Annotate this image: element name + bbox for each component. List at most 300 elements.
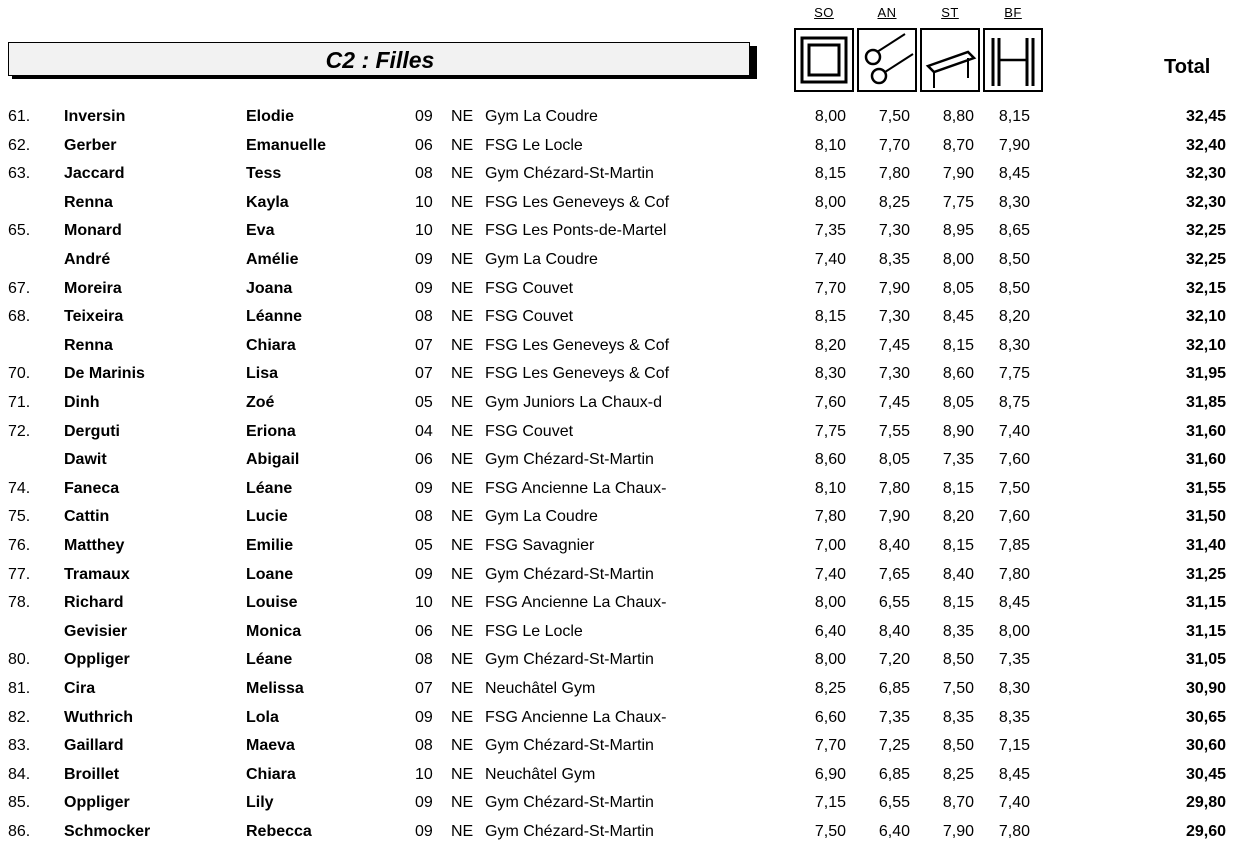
score-bf-cell: 7,80	[998, 823, 1030, 840]
rings-icon	[857, 28, 917, 92]
score-st-cell: 7,75	[942, 193, 974, 211]
score-st-cell: 7,90	[942, 823, 974, 840]
first-name-cell: Lucie	[246, 508, 288, 526]
year-cell: 07	[415, 365, 433, 383]
first-name-cell: Louise	[246, 594, 298, 612]
club-cell: Gym Chézard-St-Martin	[485, 737, 654, 755]
total-cell: 30,90	[1185, 680, 1226, 697]
club-cell: FSG Ancienne La Chaux-	[485, 594, 667, 612]
score-bf-cell: 7,35	[998, 651, 1030, 669]
score-st-cell: 8,00	[942, 251, 974, 268]
table-row	[0, 508, 1234, 532]
score-an-cell: 7,35	[878, 708, 910, 726]
score-so-cell: 8,15	[814, 308, 846, 326]
club-cell: FSG Les Ponts-de-Martel	[485, 222, 667, 240]
canton-cell: NE	[451, 451, 474, 469]
table-row	[0, 794, 1234, 818]
rank-cell: 86.	[8, 823, 31, 840]
first-name-cell: Amélie	[246, 251, 299, 268]
last-name-cell: Gerber	[64, 136, 117, 154]
table-row	[0, 709, 1234, 733]
score-bf-cell: 7,50	[998, 479, 1030, 497]
last-name-cell: Cattin	[64, 508, 110, 526]
score-bf-cell: 8,20	[998, 308, 1030, 326]
canton-cell: NE	[451, 508, 474, 526]
score-so-cell: 7,40	[814, 251, 846, 268]
category-title-box	[8, 42, 750, 76]
table-row	[0, 222, 1234, 246]
total-cell: 31,55	[1185, 479, 1226, 497]
first-name-cell: Léane	[246, 651, 293, 669]
score-bf-cell: 8,50	[998, 251, 1030, 268]
score-bf-cell: 8,50	[998, 279, 1030, 297]
score-st-cell: 7,90	[942, 165, 974, 183]
apparatus-label-bf: BF	[1004, 5, 1022, 20]
score-an-cell: 6,55	[878, 794, 910, 812]
last-name-cell: Jaccard	[64, 165, 125, 183]
club-cell: Gym La Coudre	[485, 251, 598, 268]
year-cell: 09	[415, 279, 433, 297]
first-name-cell: Chiara	[246, 765, 296, 783]
first-name-cell: Monica	[246, 622, 302, 640]
table-row	[0, 194, 1234, 218]
first-name-cell: Joana	[246, 279, 293, 297]
first-name-cell: Lily	[246, 794, 274, 812]
score-an-cell: 6,85	[878, 765, 910, 783]
last-name-cell: Gevisier	[64, 622, 128, 640]
score-bf-cell: 8,30	[998, 680, 1030, 697]
total-cell: 31,25	[1185, 565, 1226, 583]
club-cell: FSG Couvet	[485, 279, 574, 297]
year-cell: 06	[415, 622, 433, 640]
year-cell: 08	[415, 165, 433, 183]
last-name-cell: De Marinis	[64, 365, 145, 383]
score-bf-cell: 7,15	[998, 737, 1030, 755]
year-cell: 10	[415, 765, 433, 783]
canton-cell: NE	[451, 737, 474, 755]
score-so-cell: 6,40	[814, 622, 846, 640]
table-row	[0, 108, 1234, 132]
score-so-cell: 8,00	[814, 651, 846, 669]
first-name-cell: Lola	[246, 708, 279, 726]
total-cell: 30,60	[1185, 737, 1226, 755]
rank-cell: 68.	[8, 308, 31, 326]
year-cell: 09	[415, 823, 433, 840]
score-st-cell: 8,50	[942, 651, 974, 669]
year-cell: 05	[415, 537, 433, 554]
score-so-cell: 8,25	[814, 680, 846, 697]
score-an-cell: 7,80	[878, 165, 910, 183]
score-bf-cell: 8,65	[998, 222, 1030, 240]
club-cell: FSG Les Geneveys & Cof	[485, 193, 670, 211]
score-so-cell: 7,00	[814, 537, 846, 554]
rank-cell: 76.	[8, 537, 31, 554]
score-an-cell: 8,25	[878, 193, 910, 211]
score-an-cell: 8,40	[878, 537, 910, 554]
score-an-cell: 6,85	[878, 680, 910, 697]
table-row	[0, 251, 1234, 275]
total-cell: 31,15	[1185, 622, 1226, 640]
year-cell: 10	[415, 193, 433, 211]
total-cell: 30,65	[1185, 708, 1226, 726]
score-st-cell: 8,15	[942, 479, 974, 497]
score-so-cell: 7,50	[814, 823, 846, 840]
score-so-cell: 8,30	[814, 365, 846, 383]
total-cell: 32,10	[1185, 336, 1226, 354]
year-cell: 09	[415, 108, 433, 125]
score-an-cell: 8,05	[878, 451, 910, 469]
club-cell: Gym Chézard-St-Martin	[485, 823, 654, 840]
score-an-cell: 7,45	[878, 394, 910, 411]
total-cell: 32,45	[1185, 108, 1226, 125]
score-bf-cell: 7,85	[998, 537, 1030, 554]
year-cell: 10	[415, 222, 433, 240]
score-bf-cell: 8,45	[998, 165, 1030, 183]
total-cell: 32,40	[1185, 136, 1226, 154]
rank-cell: 67.	[8, 279, 31, 297]
apparatus-label-so: SO	[814, 5, 834, 20]
total-cell: 32,10	[1185, 308, 1226, 326]
score-an-cell: 7,30	[878, 222, 910, 240]
score-an-cell: 7,30	[878, 365, 910, 383]
score-so-cell: 7,70	[814, 737, 846, 755]
canton-cell: NE	[451, 765, 474, 783]
table-row	[0, 394, 1234, 418]
club-cell: Gym Chézard-St-Martin	[485, 794, 654, 812]
table-row	[0, 537, 1234, 561]
score-st-cell: 8,05	[942, 279, 974, 297]
year-cell: 07	[415, 336, 433, 354]
rank-cell: 71.	[8, 394, 31, 411]
score-st-cell: 8,95	[942, 222, 974, 240]
year-cell: 06	[415, 136, 433, 154]
club-cell: Neuchâtel Gym	[485, 680, 596, 697]
score-st-cell: 8,25	[942, 765, 974, 783]
canton-cell: NE	[451, 336, 474, 354]
score-bf-cell: 7,60	[998, 451, 1030, 469]
score-st-cell: 8,90	[942, 422, 974, 440]
last-name-cell: Faneca	[64, 479, 120, 497]
table-row	[0, 766, 1234, 790]
score-so-cell: 8,10	[814, 136, 846, 154]
score-an-cell: 7,80	[878, 479, 910, 497]
score-bf-cell: 7,40	[998, 794, 1030, 812]
score-bf-cell: 7,90	[998, 136, 1030, 154]
table-row	[0, 737, 1234, 761]
last-name-cell: Dawit	[64, 451, 107, 469]
canton-cell: NE	[451, 680, 474, 697]
canton-cell: NE	[451, 222, 474, 240]
first-name-cell: Melissa	[246, 680, 304, 697]
table-row	[0, 423, 1234, 447]
year-cell: 09	[415, 251, 433, 268]
score-so-cell: 7,15	[814, 794, 846, 812]
score-st-cell: 8,80	[942, 108, 974, 125]
first-name-cell: Emanuelle	[246, 136, 327, 154]
canton-cell: NE	[451, 823, 474, 840]
apparatus-label-an: AN	[877, 5, 897, 20]
vault-icon	[920, 28, 980, 92]
score-an-cell: 8,35	[878, 251, 910, 268]
score-so-cell: 8,00	[814, 108, 846, 125]
first-name-cell: Chiara	[246, 336, 296, 354]
year-cell: 08	[415, 737, 433, 755]
score-so-cell: 6,90	[814, 765, 846, 783]
score-an-cell: 6,55	[878, 594, 910, 612]
first-name-cell: Lisa	[246, 365, 279, 383]
total-cell: 31,95	[1185, 365, 1226, 383]
table-row	[0, 680, 1234, 704]
total-cell: 31,50	[1185, 508, 1226, 526]
total-cell: 32,25	[1185, 251, 1226, 268]
year-cell: 07	[415, 680, 433, 697]
first-name-cell: Eva	[246, 222, 275, 240]
score-bf-cell: 8,15	[998, 108, 1030, 125]
score-st-cell: 8,60	[942, 365, 974, 383]
total-cell: 31,15	[1185, 594, 1226, 612]
floor-icon	[794, 28, 854, 92]
rank-cell: 63.	[8, 165, 31, 183]
first-name-cell: Tess	[246, 165, 282, 183]
year-cell: 09	[415, 794, 433, 812]
score-bf-cell: 8,30	[998, 336, 1030, 354]
year-cell: 09	[415, 479, 433, 497]
club-cell: FSG Couvet	[485, 422, 574, 440]
year-cell: 04	[415, 422, 433, 440]
rank-cell: 82.	[8, 708, 31, 726]
last-name-cell: Broillet	[64, 765, 120, 783]
rank-cell: 81.	[8, 680, 31, 697]
first-name-cell: Abigail	[246, 451, 300, 469]
club-cell: Gym La Coudre	[485, 108, 598, 125]
last-name-cell: Matthey	[64, 537, 125, 554]
score-bf-cell: 7,60	[998, 508, 1030, 526]
score-an-cell: 7,65	[878, 565, 910, 583]
table-row	[0, 280, 1234, 304]
year-cell: 09	[415, 708, 433, 726]
total-header: Total	[1164, 56, 1211, 78]
first-name-cell: Rebecca	[246, 823, 312, 840]
score-an-cell: 8,40	[878, 622, 910, 640]
score-st-cell: 8,15	[942, 594, 974, 612]
canton-cell: NE	[451, 422, 474, 440]
canton-cell: NE	[451, 537, 474, 554]
last-name-cell: Cira	[64, 680, 96, 697]
rank-cell: 74.	[8, 479, 31, 497]
last-name-cell: Oppliger	[64, 651, 130, 669]
canton-cell: NE	[451, 651, 474, 669]
last-name-cell: Richard	[64, 594, 124, 612]
table-row	[0, 823, 1234, 847]
rank-cell: 80.	[8, 651, 31, 669]
score-bf-cell: 8,35	[998, 708, 1030, 726]
score-so-cell: 8,20	[814, 336, 846, 354]
table-row	[0, 480, 1234, 504]
total-cell: 30,45	[1185, 765, 1226, 783]
canton-cell: NE	[451, 165, 474, 183]
canton-cell: NE	[451, 193, 474, 211]
total-cell: 32,30	[1185, 165, 1226, 183]
canton-cell: NE	[451, 479, 474, 497]
score-an-cell: 7,90	[878, 508, 910, 526]
club-cell: FSG Couvet	[485, 308, 574, 326]
last-name-cell: Derguti	[64, 422, 120, 440]
score-so-cell: 8,00	[814, 594, 846, 612]
first-name-cell: Maeva	[246, 737, 295, 755]
total-cell: 32,15	[1185, 279, 1226, 297]
total-cell: 31,05	[1185, 651, 1226, 669]
score-so-cell: 7,40	[814, 565, 846, 583]
total-cell: 29,80	[1185, 794, 1226, 812]
category-title: C2 : Filles	[325, 47, 435, 73]
club-cell: FSG Les Geneveys & Cof	[485, 365, 670, 383]
score-so-cell: 7,75	[814, 422, 846, 440]
total-cell: 31,85	[1185, 394, 1226, 411]
score-so-cell: 6,60	[814, 708, 846, 726]
rank-cell: 75.	[8, 508, 31, 526]
table-row	[0, 337, 1234, 361]
club-cell: FSG Ancienne La Chaux-	[485, 708, 667, 726]
score-st-cell: 8,20	[942, 508, 974, 526]
club-cell: FSG Ancienne La Chaux-	[485, 479, 667, 497]
table-row	[0, 651, 1234, 675]
canton-cell: NE	[451, 708, 474, 726]
first-name-cell: Kayla	[246, 193, 289, 211]
canton-cell: NE	[451, 308, 474, 326]
canton-cell: NE	[451, 794, 474, 812]
club-cell: FSG Le Locle	[485, 136, 583, 154]
canton-cell: NE	[451, 622, 474, 640]
score-an-cell: 6,40	[878, 823, 910, 840]
rank-cell: 65.	[8, 222, 31, 240]
year-cell: 09	[415, 565, 433, 583]
club-cell: FSG Les Geneveys & Cof	[485, 336, 670, 354]
score-bf-cell: 7,40	[998, 422, 1030, 440]
rank-cell: 70.	[8, 365, 31, 383]
club-cell: Gym Juniors La Chaux-d	[485, 394, 662, 411]
year-cell: 05	[415, 394, 433, 411]
first-name-cell: Léane	[246, 479, 293, 497]
apparatus-label-st: ST	[941, 5, 959, 20]
score-so-cell: 7,60	[814, 394, 846, 411]
total-cell: 31,40	[1185, 537, 1226, 554]
score-bf-cell: 8,30	[998, 193, 1030, 211]
first-name-cell: Emilie	[246, 537, 294, 554]
year-cell: 08	[415, 508, 433, 526]
club-cell: FSG Savagnier	[485, 537, 595, 554]
canton-cell: NE	[451, 565, 474, 583]
last-name-cell: Moreira	[64, 279, 122, 297]
score-an-cell: 7,55	[878, 422, 910, 440]
table-row	[0, 137, 1234, 161]
rank-cell: 62.	[8, 136, 31, 154]
rank-cell: 83.	[8, 737, 31, 755]
last-name-cell: Tramaux	[64, 565, 130, 583]
year-cell: 06	[415, 451, 433, 469]
score-an-cell: 7,30	[878, 308, 910, 326]
rank-cell: 77.	[8, 565, 31, 583]
score-so-cell: 7,70	[814, 279, 846, 297]
canton-cell: NE	[451, 251, 474, 268]
total-cell: 32,30	[1185, 193, 1226, 211]
uneven-bars-icon	[983, 28, 1043, 92]
score-st-cell: 8,05	[942, 394, 974, 411]
last-name-cell: Inversin	[64, 108, 126, 125]
score-st-cell: 8,35	[942, 708, 974, 726]
canton-cell: NE	[451, 365, 474, 383]
score-so-cell: 8,15	[814, 165, 846, 183]
table-row	[0, 308, 1234, 332]
score-an-cell: 7,45	[878, 336, 910, 354]
rank-cell: 84.	[8, 765, 31, 783]
first-name-cell: Léanne	[246, 308, 303, 326]
score-st-cell: 8,70	[942, 794, 974, 812]
score-so-cell: 8,60	[814, 451, 846, 469]
rank-cell: 78.	[8, 594, 31, 612]
last-name-cell: Schmocker	[64, 823, 151, 840]
score-an-cell: 7,20	[878, 651, 910, 669]
total-cell: 29,60	[1185, 823, 1226, 840]
score-so-cell: 8,00	[814, 193, 846, 211]
score-st-cell: 7,50	[942, 680, 974, 697]
club-cell: Gym Chézard-St-Martin	[485, 165, 654, 183]
club-cell: Neuchâtel Gym	[485, 765, 596, 783]
score-st-cell: 7,35	[942, 451, 974, 469]
year-cell: 08	[415, 308, 433, 326]
club-cell: Gym Chézard-St-Martin	[485, 565, 654, 583]
canton-cell: NE	[451, 136, 474, 154]
year-cell: 10	[415, 594, 433, 612]
score-bf-cell: 8,75	[998, 394, 1030, 411]
last-name-cell: André	[64, 251, 111, 268]
canton-cell: NE	[451, 594, 474, 612]
score-an-cell: 7,70	[878, 136, 910, 154]
score-st-cell: 8,40	[942, 565, 974, 583]
score-so-cell: 7,35	[814, 222, 846, 240]
score-bf-cell: 7,80	[998, 565, 1030, 583]
last-name-cell: Dinh	[64, 394, 100, 411]
table-row	[0, 566, 1234, 590]
first-name-cell: Loane	[246, 565, 294, 583]
score-bf-cell: 7,75	[998, 365, 1030, 383]
table-row	[0, 594, 1234, 618]
first-name-cell: Zoé	[246, 394, 275, 411]
table-row	[0, 165, 1234, 189]
club-cell: Gym Chézard-St-Martin	[485, 451, 654, 469]
club-cell: FSG Le Locle	[485, 622, 583, 640]
table-row	[0, 365, 1234, 389]
score-so-cell: 7,80	[814, 508, 846, 526]
year-cell: 08	[415, 651, 433, 669]
rank-cell: 72.	[8, 422, 31, 440]
total-cell: 32,25	[1185, 222, 1226, 240]
table-row	[0, 623, 1234, 647]
rank-cell: 85.	[8, 794, 31, 812]
last-name-cell: Renna	[64, 193, 113, 211]
last-name-cell: Monard	[64, 222, 122, 240]
score-st-cell: 8,50	[942, 737, 974, 755]
score-bf-cell: 8,00	[998, 622, 1030, 640]
score-st-cell: 8,35	[942, 622, 974, 640]
club-cell: Gym La Coudre	[485, 508, 598, 526]
score-an-cell: 7,25	[878, 737, 910, 755]
score-st-cell: 8,70	[942, 136, 974, 154]
score-st-cell: 8,15	[942, 537, 974, 554]
last-name-cell: Wuthrich	[64, 708, 134, 726]
canton-cell: NE	[451, 279, 474, 297]
first-name-cell: Elodie	[246, 108, 295, 125]
last-name-cell: Renna	[64, 336, 113, 354]
